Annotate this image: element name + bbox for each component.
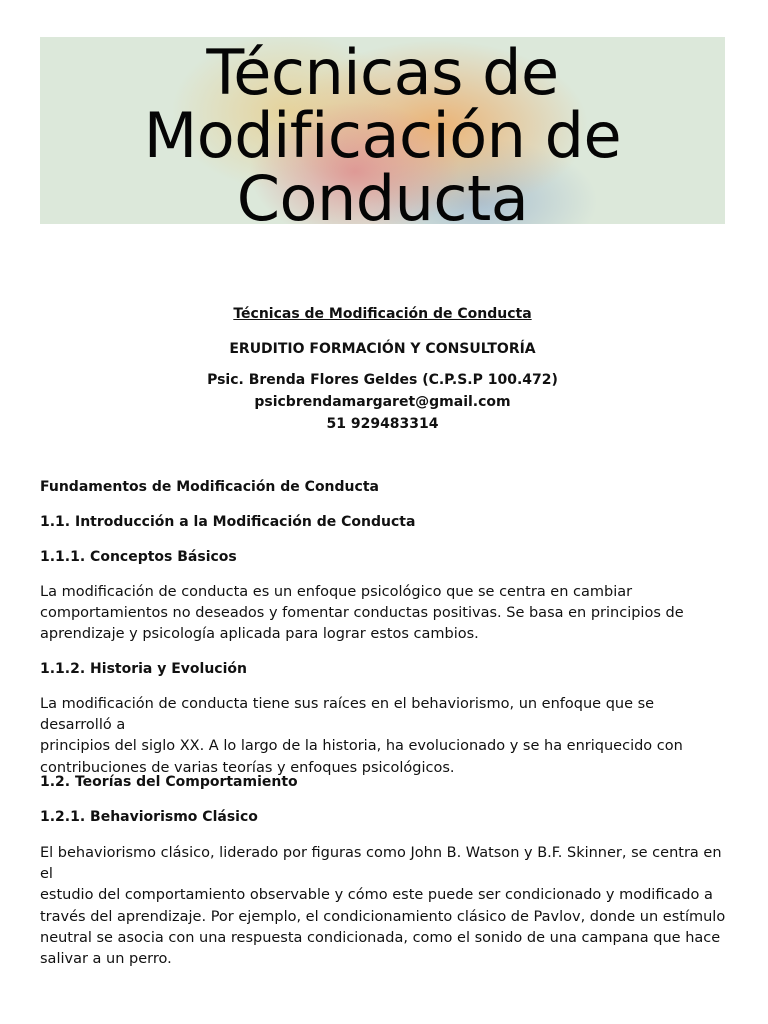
subsection-heading: 1.2.1. Behaviorismo Clásico: [40, 809, 258, 825]
paragraph-line: La modificación de conducta es un enfoque psicológico que se centra en cambiar: [40, 584, 633, 600]
paragraph-line: salivar a un perro.: [40, 951, 172, 968]
organization-name: ERUDITIO FORMACIÓN Y CONSULTORÍA: [229, 341, 536, 357]
subsection-heading: 1.1.2. Historia y Evolución: [40, 661, 247, 677]
section-heading: 1.1. Introducción a la Modificación de Conducta: [40, 514, 416, 530]
paragraph: [40, 843, 728, 970]
author-name: Psic. Brenda Flores Geldes (C.P.S.P 100.472): [207, 372, 558, 388]
paragraph-line: principios del siglo XX. A lo largo de la historia, ha evolucionado y se ha enriquecido con: [40, 738, 683, 755]
author-email: psicbrendamargaret@gmail.com: [254, 394, 511, 410]
section-heading: 1.2. Teorías del Comportamiento: [40, 774, 298, 790]
paragraph-line: La modificación de conducta tiene sus raíces en el behaviorismo, un enfoque que se desarrolló a: [40, 696, 655, 734]
paragraph-line: El behaviorismo clásico, liderado por figuras como John B. Watson y B.F. Skinner, se centra en el: [40, 845, 722, 883]
paragraph: [40, 694, 728, 779]
paragraph-line: aprendizaje y psicología aplicada para lograr estos cambios.: [40, 626, 479, 643]
cover-banner: [40, 37, 725, 224]
cover-title-line: Técnicas de: [206, 37, 559, 109]
document-title: Técnicas de Modificación de Conducta: [233, 306, 532, 322]
paragraph-line: neutral se asocia con una respuesta condicionada, como el sonido de una campana que hace: [40, 929, 721, 946]
paragraph-line: través del aprendizaje. Por ejemplo, el condicionamiento clásico de Pavlov, donde un estímulo: [40, 908, 726, 925]
paragraph-line: estudio del comportamiento observable y cómo este puede ser condicionado y modificado a: [40, 887, 713, 904]
paragraph-line: contribuciones de varias teorías y enfoques psicológicos.: [40, 759, 455, 776]
paragraph-line: comportamientos no deseados y fomentar conductas positivas. Se basa en principios de: [40, 605, 684, 622]
author-phone: 51 929483314: [326, 416, 439, 432]
main-heading: Fundamentos de Modificación de Conducta: [40, 479, 379, 495]
subsection-heading: 1.1.1. Conceptos Básicos: [40, 549, 237, 565]
cover-title: [40, 37, 725, 224]
paragraph: [40, 582, 728, 646]
cover-title-line: Modificación de: [143, 99, 622, 172]
cover-title-line: Conducta: [236, 162, 529, 224]
